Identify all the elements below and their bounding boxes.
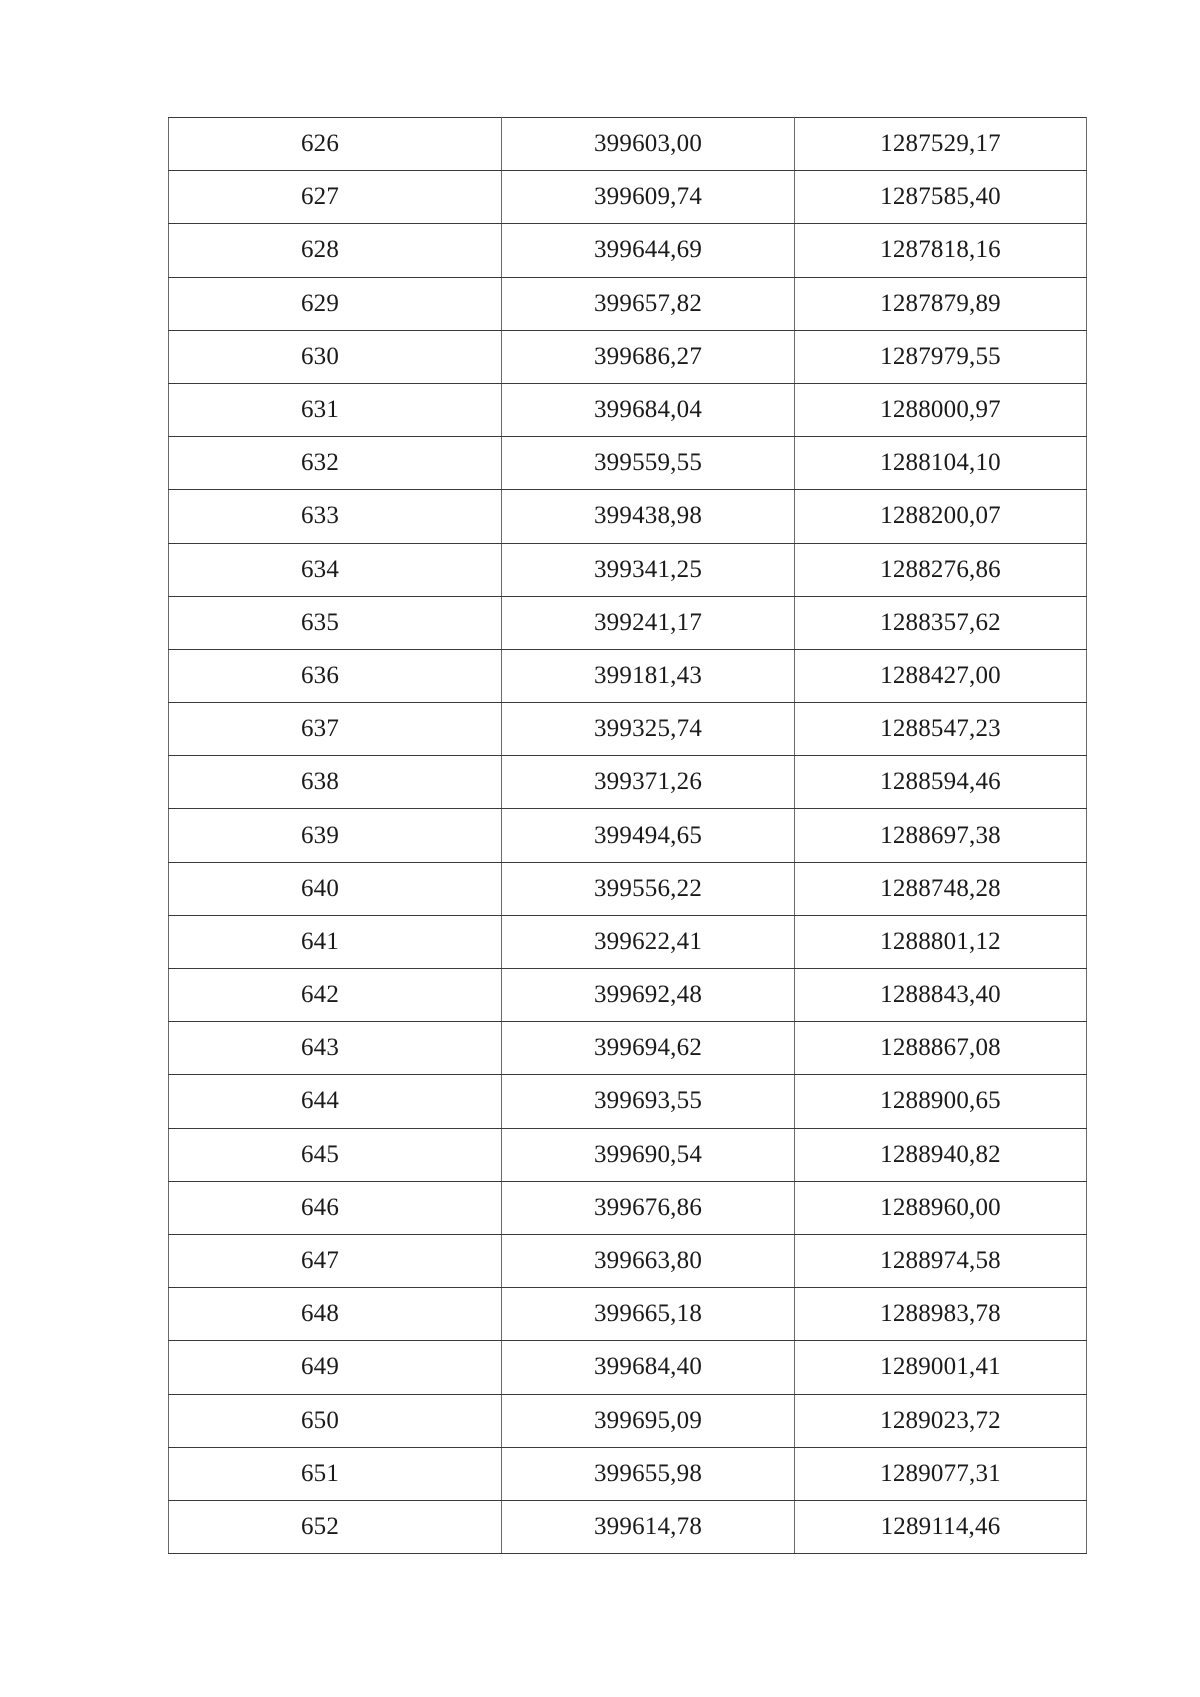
table-row: [169, 862, 1087, 915]
table-row: [169, 277, 1087, 330]
table-row: [169, 437, 1087, 490]
point-number-cell: 630: [169, 330, 502, 383]
table-row: [169, 1447, 1087, 1500]
x-coordinate-cell: 399438,98: [502, 490, 795, 543]
x-coordinate-cell: 399663,80: [502, 1234, 795, 1287]
x-coordinate-cell: 399603,00: [502, 118, 795, 171]
x-coordinate-cell: 399614,78: [502, 1500, 795, 1553]
x-coordinate-cell: 399181,43: [502, 649, 795, 702]
point-number-cell: 633: [169, 490, 502, 543]
y-coordinate-cell: 1288276,86: [795, 543, 1087, 596]
table-row: [169, 703, 1087, 756]
y-coordinate-cell: 1287818,16: [795, 224, 1087, 277]
table-row: [169, 809, 1087, 862]
table-row: [169, 224, 1087, 277]
x-coordinate-cell: 399655,98: [502, 1447, 795, 1500]
point-number-cell: 640: [169, 862, 502, 915]
y-coordinate-cell: 1289077,31: [795, 1447, 1087, 1500]
table-row: [169, 330, 1087, 383]
x-coordinate-cell: 399341,25: [502, 543, 795, 596]
y-coordinate-cell: 1288104,10: [795, 437, 1087, 490]
table-row: [169, 969, 1087, 1022]
y-coordinate-cell: 1289114,46: [795, 1500, 1087, 1553]
x-coordinate-cell: 399241,17: [502, 596, 795, 649]
y-coordinate-cell: 1288801,12: [795, 915, 1087, 968]
point-number-cell: 645: [169, 1128, 502, 1181]
y-coordinate-cell: 1288974,58: [795, 1234, 1087, 1287]
point-number-cell: 637: [169, 703, 502, 756]
y-coordinate-cell: 1288697,38: [795, 809, 1087, 862]
table-row: [169, 1128, 1087, 1181]
table-row: [169, 915, 1087, 968]
point-number-cell: 635: [169, 596, 502, 649]
table-row: [169, 1394, 1087, 1447]
point-number-cell: 644: [169, 1075, 502, 1128]
point-number-cell: 627: [169, 171, 502, 224]
y-coordinate-cell: 1288357,62: [795, 596, 1087, 649]
y-coordinate-cell: 1288843,40: [795, 969, 1087, 1022]
coordinates-table-body: [169, 118, 1087, 1554]
table-row: [169, 1288, 1087, 1341]
y-coordinate-cell: 1288867,08: [795, 1022, 1087, 1075]
table-row: [169, 1341, 1087, 1394]
y-coordinate-cell: 1288960,00: [795, 1181, 1087, 1234]
coordinates-table: [168, 117, 1087, 1554]
table-row: [169, 756, 1087, 809]
x-coordinate-cell: 399695,09: [502, 1394, 795, 1447]
x-coordinate-cell: 399657,82: [502, 277, 795, 330]
x-coordinate-cell: 399371,26: [502, 756, 795, 809]
point-number-cell: 626: [169, 118, 502, 171]
table-row: [169, 490, 1087, 543]
x-coordinate-cell: 399684,40: [502, 1341, 795, 1394]
point-number-cell: 648: [169, 1288, 502, 1341]
x-coordinate-cell: 399325,74: [502, 703, 795, 756]
point-number-cell: 651: [169, 1447, 502, 1500]
table-row: [169, 1500, 1087, 1553]
point-number-cell: 634: [169, 543, 502, 596]
point-number-cell: 638: [169, 756, 502, 809]
table-row: [169, 649, 1087, 702]
table-row: [169, 1022, 1087, 1075]
point-number-cell: 650: [169, 1394, 502, 1447]
table-row: [169, 1075, 1087, 1128]
y-coordinate-cell: 1289001,41: [795, 1341, 1087, 1394]
x-coordinate-cell: 399693,55: [502, 1075, 795, 1128]
x-coordinate-cell: 399686,27: [502, 330, 795, 383]
x-coordinate-cell: 399494,65: [502, 809, 795, 862]
x-coordinate-cell: 399694,62: [502, 1022, 795, 1075]
y-coordinate-cell: 1287529,17: [795, 118, 1087, 171]
y-coordinate-cell: 1288748,28: [795, 862, 1087, 915]
y-coordinate-cell: 1288900,65: [795, 1075, 1087, 1128]
x-coordinate-cell: 399665,18: [502, 1288, 795, 1341]
table-row: [169, 1181, 1087, 1234]
point-number-cell: 628: [169, 224, 502, 277]
point-number-cell: 639: [169, 809, 502, 862]
point-number-cell: 641: [169, 915, 502, 968]
table-row: [169, 543, 1087, 596]
x-coordinate-cell: 399692,48: [502, 969, 795, 1022]
y-coordinate-cell: 1287979,55: [795, 330, 1087, 383]
table-row: [169, 383, 1087, 436]
point-number-cell: 632: [169, 437, 502, 490]
point-number-cell: 636: [169, 649, 502, 702]
y-coordinate-cell: 1288594,46: [795, 756, 1087, 809]
point-number-cell: 652: [169, 1500, 502, 1553]
y-coordinate-cell: 1288940,82: [795, 1128, 1087, 1181]
y-coordinate-cell: 1287585,40: [795, 171, 1087, 224]
table-row: [169, 1234, 1087, 1287]
x-coordinate-cell: 399690,54: [502, 1128, 795, 1181]
y-coordinate-cell: 1288983,78: [795, 1288, 1087, 1341]
x-coordinate-cell: 399644,69: [502, 224, 795, 277]
y-coordinate-cell: 1288000,97: [795, 383, 1087, 436]
x-coordinate-cell: 399559,55: [502, 437, 795, 490]
x-coordinate-cell: 399609,74: [502, 171, 795, 224]
y-coordinate-cell: 1288427,00: [795, 649, 1087, 702]
x-coordinate-cell: 399684,04: [502, 383, 795, 436]
point-number-cell: 643: [169, 1022, 502, 1075]
table-row: [169, 171, 1087, 224]
x-coordinate-cell: 399676,86: [502, 1181, 795, 1234]
point-number-cell: 642: [169, 969, 502, 1022]
y-coordinate-cell: 1288547,23: [795, 703, 1087, 756]
y-coordinate-cell: 1288200,07: [795, 490, 1087, 543]
x-coordinate-cell: 399622,41: [502, 915, 795, 968]
y-coordinate-cell: 1289023,72: [795, 1394, 1087, 1447]
point-number-cell: 646: [169, 1181, 502, 1234]
y-coordinate-cell: 1287879,89: [795, 277, 1087, 330]
point-number-cell: 649: [169, 1341, 502, 1394]
table-row: [169, 118, 1087, 171]
point-number-cell: 629: [169, 277, 502, 330]
point-number-cell: 631: [169, 383, 502, 436]
x-coordinate-cell: 399556,22: [502, 862, 795, 915]
table-row: [169, 596, 1087, 649]
point-number-cell: 647: [169, 1234, 502, 1287]
